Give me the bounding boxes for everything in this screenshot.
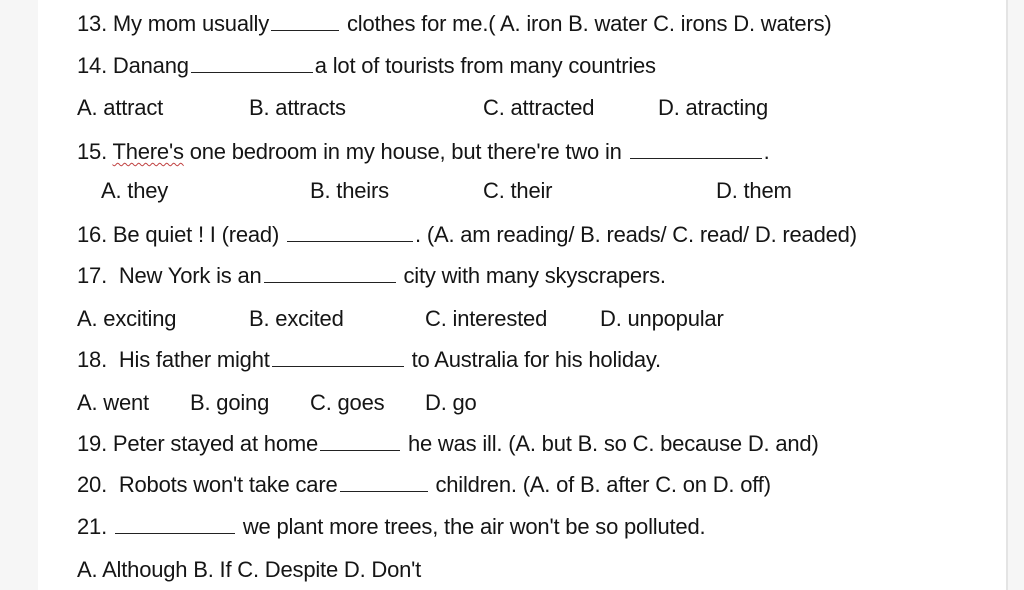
answer-blank[interactable] (320, 432, 400, 451)
question-16 (77, 222, 857, 248)
question-text: My mom usually (112, 11, 270, 36)
answer-blank[interactable] (191, 54, 313, 73)
question-text: Peter stayed at home (112, 431, 319, 456)
spellcheck-marked-word: There's (112, 139, 184, 164)
question-13 (77, 11, 832, 37)
question-15 (77, 139, 770, 165)
option-d[interactable]: D. atracting (658, 95, 769, 120)
question-text: Danang (112, 53, 189, 78)
question-20 (77, 472, 771, 498)
question-number: 19. (77, 431, 107, 456)
question-text: clothes for me.( A. iron B. water C. irons D. waters) (346, 11, 832, 36)
question-number: 13. (77, 11, 107, 36)
question-21 (77, 514, 705, 540)
question-text: to Australia for his holiday. (411, 347, 661, 372)
question-text: . (763, 139, 770, 164)
question-text: city with many skyscrapers. (403, 263, 666, 288)
question-text: one bedroom in my house, but there're two in (189, 139, 622, 164)
answer-blank[interactable] (630, 140, 762, 159)
option-d[interactable]: D. them (716, 178, 792, 203)
option-b[interactable]: B. attracts (249, 95, 346, 120)
answer-blank[interactable] (115, 515, 235, 534)
option-b[interactable]: B. excited (249, 306, 344, 331)
option-a[interactable]: A. went (77, 390, 149, 415)
option-c[interactable]: C. interested (425, 306, 548, 331)
option-b[interactable]: B. theirs (310, 178, 389, 203)
answer-blank[interactable] (271, 12, 339, 31)
option-a[interactable]: A. exciting (77, 306, 177, 331)
option-c[interactable]: C. goes (310, 390, 385, 415)
option-c[interactable]: C. attracted (483, 95, 595, 120)
question-text: we plant more trees, the air won't be so polluted. (242, 514, 706, 539)
option-a[interactable]: A. they (101, 178, 169, 203)
question-number: 21. (77, 514, 107, 539)
question-text: New York is an (118, 263, 262, 288)
question-text: His father might (118, 347, 270, 372)
answer-blank[interactable] (340, 473, 428, 492)
answer-blank[interactable] (272, 348, 404, 367)
options-line[interactable]: A. Although B. If C. Despite D. Don't (77, 557, 422, 582)
answer-blank[interactable] (264, 264, 396, 283)
question-number: 14. (77, 53, 107, 78)
question-18 (77, 347, 661, 373)
option-a[interactable]: A. attract (77, 95, 164, 120)
question-text: he was ill. (A. but B. so C. because D. and) (407, 431, 819, 456)
option-d[interactable]: D. go (425, 390, 477, 415)
option-d[interactable]: D. unpopular (600, 306, 724, 331)
option-b[interactable]: B. going (190, 390, 270, 415)
question-text: Be quiet ! I (read) (112, 222, 280, 247)
question-text: Robots won't take care (118, 472, 338, 497)
question-number: 20. (77, 472, 107, 497)
question-text: a lot of tourists from many countries (314, 53, 656, 78)
question-number: 16. (77, 222, 107, 247)
question-number: 18. (77, 347, 107, 372)
option-c[interactable]: C. their (483, 178, 553, 203)
worksheet-page (38, 0, 1008, 590)
question-text: children. (A. of B. after C. on D. off) (435, 472, 771, 497)
question-17 (77, 263, 666, 289)
question-19 (77, 431, 819, 457)
answer-blank[interactable] (287, 223, 413, 242)
question-text: . (A. am reading/ B. reads/ C. read/ D. readed) (415, 222, 857, 247)
question-number: 17. (77, 263, 107, 288)
question-number: 15. (77, 139, 107, 164)
question-14 (77, 53, 656, 79)
